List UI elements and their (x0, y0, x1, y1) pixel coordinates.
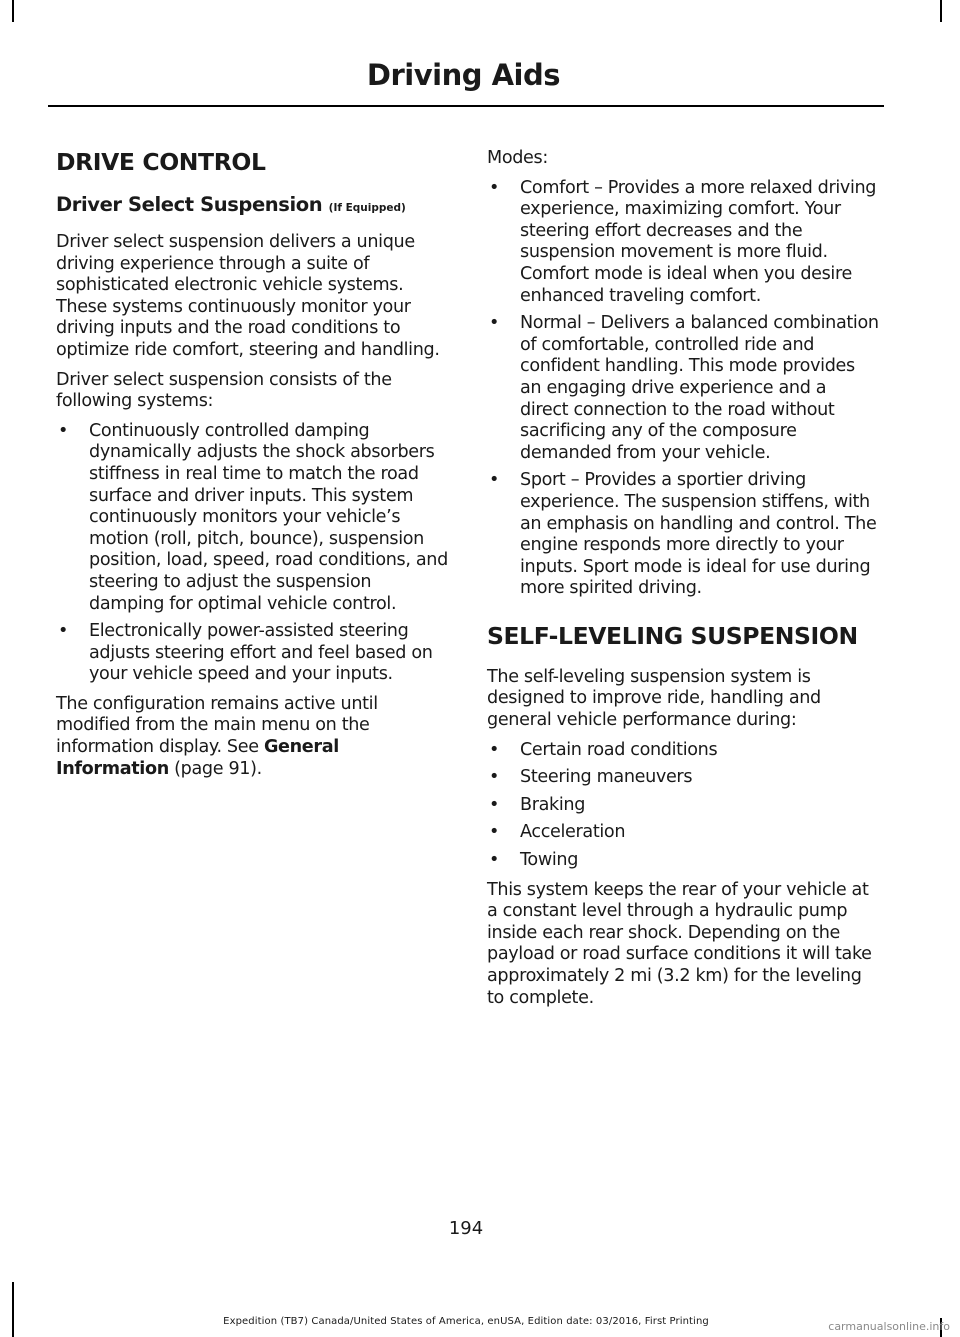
list-item: • Sport – Provides a sportier driving experience. The suspension stiffens, with an emphasis on handling and control. The engine responds more directly to your inputs. Sport mode is ideal for use during more spirited driving. (489, 470, 877, 599)
right-column (487, 148, 879, 1017)
bullet-glyph: • (58, 621, 69, 642)
paragraph-self-leveling-detail: This system keeps the rear of your vehicle at a constant level through a hydraulic pump inside each rear shock. Depending on the payload or road surface conditions it will take approximately 2 mi (3.2 km) for the leveling to complete. (487, 879, 872, 1008)
list-item: • Braking (489, 794, 586, 815)
heading-self-leveling-suspension: SELF-LEVELING SUSPENSION (487, 621, 858, 650)
crop-mark-top-left (12, 0, 14, 22)
list-item: • Certain road conditions (489, 739, 718, 760)
footer-edition-info: Expedition (TB7) Canada/United States of America, enUSA, Edition date: 03/2016, First Printing (223, 1316, 709, 1327)
bullet-glyph: • (489, 850, 500, 871)
bullet-glyph: • (489, 470, 500, 491)
bullet-glyph: • (489, 767, 500, 788)
list-item: • Acceleration (489, 822, 626, 843)
heading-drive-control: DRIVE CONTROL (56, 148, 266, 176)
heading-driver-select-suspension: Driver Select Suspension (If Equipped) (56, 193, 406, 216)
list-item: • Comfort – Provides a more relaxed driving experience, maximizing comfort. Your steering effort decreases and the suspension movement is more fluid. Comfort mode is ideal when you desire enhanced traveling comfort. (489, 177, 877, 306)
modes-list (487, 178, 879, 600)
paragraph-configuration: The configuration remains active until modified from the main menu on the information display. See General Information (page 91). (56, 693, 378, 779)
crop-mark-top-right (940, 0, 942, 22)
cross-reference-link[interactable]: General Information (56, 737, 339, 779)
paragraph-systems: Driver select suspension consists of the following systems: (56, 369, 392, 412)
modes-label: Modes: (487, 148, 548, 168)
list-item: • Continuously controlled damping dynamically adjusts the shock absorbers stiffness in real time to match the road surface and driver inputs. This system continuously monitors your vehicle’s motion (roll, pitch, bounce), suspension position, load, speed, road conditions, and steering to adjust the suspension damping for optimal vehicle control. (58, 420, 448, 614)
conditions-list (487, 740, 879, 872)
watermark: carmanualsonline.info (828, 1320, 950, 1333)
bullet-glyph: • (489, 177, 500, 198)
page-number: 194 (448, 1218, 484, 1239)
bullet-glyph: • (489, 739, 500, 760)
bullet-glyph: • (489, 794, 500, 815)
list-item: • Towing (489, 850, 579, 871)
left-column (56, 148, 448, 788)
systems-list (56, 421, 448, 686)
bullet-glyph: • (489, 313, 500, 334)
crop-mark-bottom-left (12, 1282, 14, 1337)
list-item: • Steering maneuvers (489, 767, 693, 788)
bullet-glyph: • (58, 420, 69, 441)
paragraph-intro: Driver select suspension delivers a unique driving experience through a suite of sophisticated electronic vehicle systems. These systems continuously monitor your driving inputs and the road conditions to optimize ride comfort, steering and handling. (56, 232, 440, 360)
if-equipped-note: (If Equipped) (328, 202, 406, 214)
section-title: Driving Aids (366, 58, 560, 92)
bullet-glyph: • (489, 822, 500, 843)
list-item: • Normal – Delivers a balanced combination of comfortable, controlled ride and confident handling. This mode provides an engaging drive experience and a direct connection to the road without sacrificing any of the composure demanded from your vehicle. (489, 313, 879, 463)
list-item: • Electronically power-assisted steering adjusts steering effort and feel based on your vehicle speed and your inputs. (58, 621, 433, 685)
paragraph-self-leveling-intro: The self-leveling suspension system is designed to improve ride, handling and general vehicle performance during: (487, 666, 821, 731)
header-rule (48, 105, 884, 107)
